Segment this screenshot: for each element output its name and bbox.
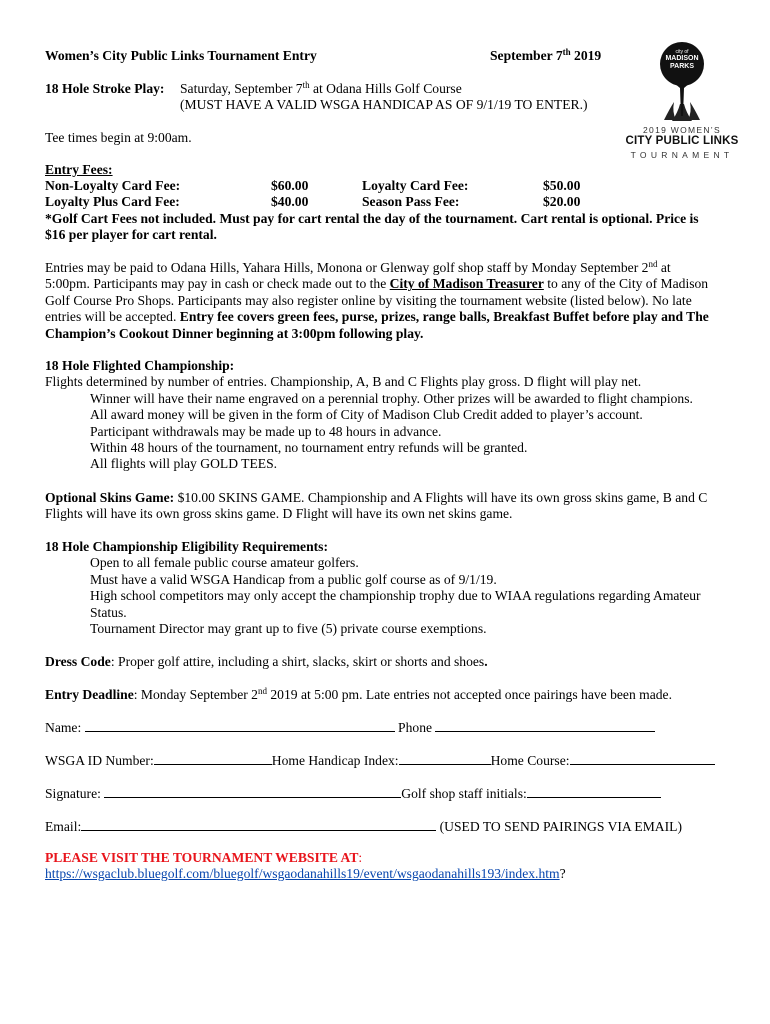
fee-value: $40.00 [271,194,309,209]
stroke-play-section: 18 Hole Stroke Play: [45,81,165,96]
logo-tournament-line: TOURNAMENT [630,150,734,160]
list-item: Participant withdrawals may be made up to 48 hours in advance. [90,423,442,439]
list-item: Must have a valid WSGA Handicap from a public golf course as of 9/1/19. [90,571,497,587]
staff-initials-label: Golf shop staff initials: [401,786,527,801]
website-row: https://wsgaclub.bluegolf.com/bluegolf/wsgaodanahills19/event/wsgaodanahills193/index.htm? [45,866,566,881]
skins-game-section: Optional Skins Game: $10.00 SKINS GAME. Championship and A Flights will have its own gross skins game, B and C Flights will have its own gross skins game. D Flight will have its own net skins game. [45,490,708,522]
document-date: September 7th 2019 [490,47,602,63]
name-label: Name: [45,720,85,735]
fee-label: Non-Loyalty Card Fee: [45,178,181,193]
wsga-id-label: WSGA ID Number: [45,753,154,768]
fee-label: Loyalty Card Fee: [362,178,469,193]
email-field[interactable] [81,818,436,831]
eligibility-section [45,539,735,637]
dress-code: Dress Code: Proper golf attire, including a shirt, slacks, skirt or shorts and shoes. [45,654,488,669]
list-item: Status. [90,604,127,620]
entry-deadline: Entry Deadline: Monday September 2nd 2019 at 5:00 pm. Late entries not accepted once pairings have been made. [45,686,672,702]
list-item: Tournament Director may grant up to five (5) private course exemptions. [90,621,487,637]
phone-field[interactable] [435,719,655,732]
staff-initials-field[interactable] [527,785,661,798]
fee-label: Loyalty Plus Card Fee: [45,194,180,209]
document-title: Women’s City Public Links Tournament Entry [45,48,317,63]
list-item: All flights will play GOLD TEES. [90,456,278,472]
signature-label: Signature: [45,786,105,801]
madison-parks-badge: city of MADISON PARKS [660,42,704,86]
wsga-id-field[interactable] [154,752,272,765]
eligibility-heading: 18 Hole Championship Eligibility Requirements: [45,539,328,554]
treasurer-name: City of Madison Treasurer [389,276,544,292]
tournament-website-link[interactable]: https://wsgaclub.bluegolf.com/bluegolf/wsgaodanahills19/event/wsgaodanahills193/index.htm [45,866,560,881]
cart-fee-note: *Golf Cart Fees not included. Must pay for cart rental the day of the tournament. Cart rental is optional. Price is [45,211,699,226]
flighted-championship-section: 18 Hole Flighted Championship: Flights determined by number of entries. Championship, A, B and C Flights play gross. D flight will play net. Winner will have their name engraved on a perennial trophy. Other prizes will be awarded to flight champions. All award money will be given in the form of City of Madison Club Credit added to player’s account. Participant withdrawals may be made up to 48 hours in advance. Within 48 hours of the tournament, no tournament entry refunds will be granted. All flights will play GOLD TEES. [45,358,735,473]
fee-value: $20.00 [543,194,581,209]
email-row [45,818,682,835]
list-item: Winner will have their name engraved on a perennial trophy. Other prizes will be awarded to flight champions. [90,390,693,406]
home-course-field[interactable] [570,752,715,765]
list-item: Open to all female public course amateur golfers. [90,555,359,571]
fee-label: Season Pass Fee: [362,194,460,209]
tee-times: Tee times begin at 9:00am. [45,130,192,145]
email-note: (USED TO SEND PAIRINGS VIA EMAIL) [436,819,682,834]
handicap-field[interactable] [399,752,491,765]
cart-fee-note-cont: $16 per player for cart rental. [45,227,217,242]
email-label: Email: [45,819,82,834]
stroke-play-detail: Saturday, September 7th at Odana Hills Golf Course [180,80,462,96]
name-phone-row [45,719,655,736]
list-item: All award money will be given in the form of City of Madison Club Credit added to player’s account. [90,407,643,423]
name-field[interactable] [85,719,395,732]
tournament-logo [622,42,742,162]
list-item: High school competitors may only accept the championship trophy due to WIAA regulations regarding Amateur [90,588,701,604]
flighted-heading: 18 Hole Flighted Championship: [45,358,235,373]
fee-value: $60.00 [271,178,309,193]
stroke-play-handicap-note: (MUST HAVE A VALID WSGA HANDICAP AS OF 9/1/19 TO ENTER.) [180,97,588,112]
list-item: Within 48 hours of the tournament, no tournament entry refunds will be granted. [90,440,528,456]
phone-label: Phone [394,720,436,735]
entries-paragraph: Entries may be paid to Odana Hills, Yahara Hills, Monona or Glenway golf shop staff by Monday September 2nd at 5:00pm. Participants may pay in cash or check made out to the City of Madison Treasurer to any of the City of Madison Golf Course Pro Shops. Participants may also register online by visiting the tournament website (listed below). No late entries will be accepted. Entry fee covers green fees, purse, prizes, range balls, Breakfast Buffet before play and The Champion’s Cookout Dinner beginning at 3:00pm following play. [45,259,709,341]
signature-row [45,785,661,802]
signature-field[interactable] [104,785,401,798]
logo-year-line: 2019 WOMEN’S [643,125,721,135]
logo-title-line: CITY PUBLIC LINKS [625,135,739,147]
fee-value: $50.00 [543,178,581,193]
fees-table [45,178,735,210]
website-heading: PLEASE VISIT THE TOURNAMENT WEBSITE AT: [45,850,363,865]
home-course-label: Home Course: [490,753,570,768]
wsga-row [45,752,715,769]
handicap-label: Home Handicap Index: [271,753,399,768]
entry-fees-heading: Entry Fees: [45,162,113,177]
